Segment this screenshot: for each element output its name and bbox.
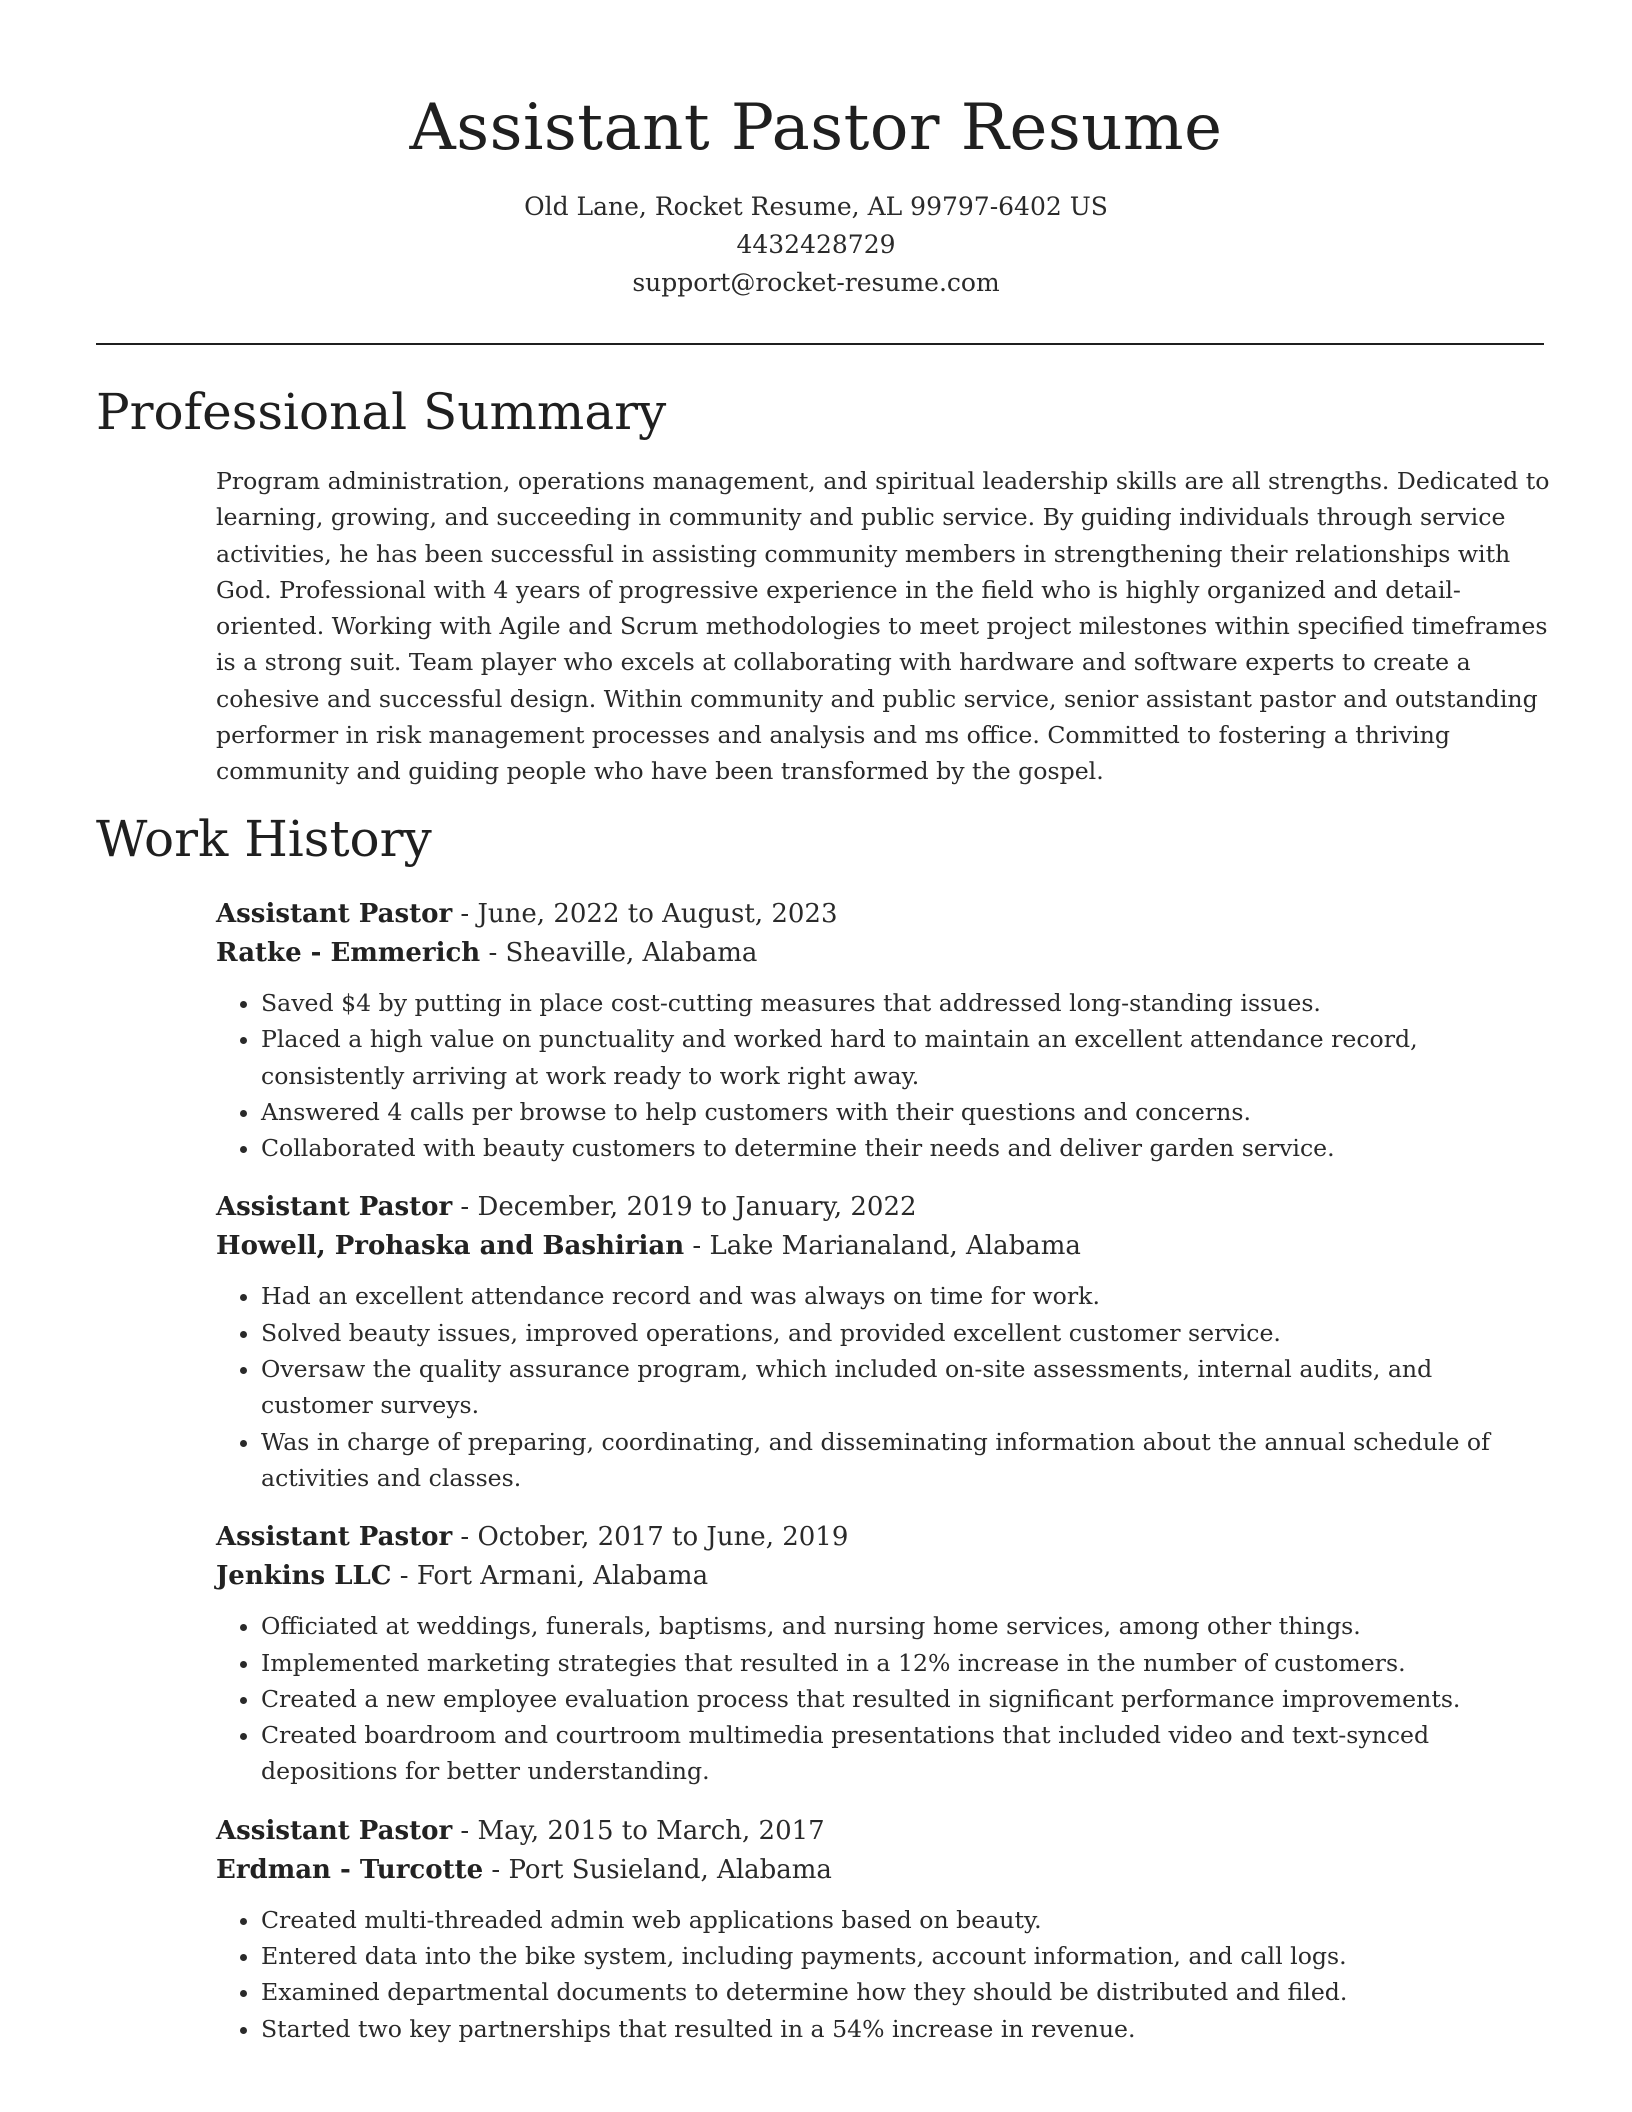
contact-block (0, 188, 1632, 302)
job-bullet: • Was in charge of preparing, coordinating, and disseminating information about the annual schedule of activities and classes. (261, 1424, 1550, 1497)
job-bullet: • Created boardroom and courtroom multimedia presentations that included video and text-synced depositions for better understanding. (261, 1717, 1550, 1790)
job-dates: - June, 2022 to August, 2023 (452, 899, 838, 929)
job-bullets (216, 1902, 1550, 2047)
job-title: Assistant Pastor (216, 1815, 453, 1846)
job-bullet: • Implemented marketing strategies that resulted in a 12% increase in the number of customers. (261, 1645, 1550, 1681)
job-bullet: • Answered 4 calls per browse to help customers with their questions and concerns. (261, 1094, 1550, 1130)
job-bullet: • Solved beauty issues, improved operations, and provided excellent customer service. (261, 1315, 1550, 1351)
contact-phone: 4432428729 (736, 230, 896, 259)
job-title-line (216, 1812, 1550, 1851)
summary-text: Program administration, operations management, and spiritual leadership skills are all strengths. Dedicated to learning, growing, and succeeding in community and public service. By guiding individuals through service activities, he has been successful in assisting community members in strengthening their relationships with God. Professional with 4 years of progressive experience in the field who is highly organized and detail-oriented. Working with Agile and Scrum methodologies to meet project milestones within specified timeframes is a strong suit. Team player who excels at collaborating with hardware and software experts to create a cohesive and successful design. Within community and public service, senior assistant pastor and outstanding performer in risk management processes and analysis and ms office. Committed to fostering a thriving community and guiding people who have been transformed by the gospel. (216, 467, 1550, 786)
job-title: Assistant Pastor (216, 1192, 453, 1223)
job-company: Erdman - Turcotte (216, 1854, 484, 1885)
job-bullet: • Placed a high value on punctuality and worked hard to maintain an excellent attendance record, consistently arriving at work ready to work right away. (261, 1021, 1550, 1094)
job-company-line (216, 1227, 1550, 1266)
job-bullet: • Officiated at weddings, funerals, baptisms, and nursing home services, among other things. (261, 1608, 1550, 1644)
job-bullet: • Created multi-threaded admin web applications based on beauty. (261, 1902, 1550, 1938)
job-dates: - October, 2017 to June, 2019 (452, 1522, 849, 1553)
job-bullet: • Saved $4 by putting in place cost-cutting measures that addressed long-standing issues. (261, 985, 1550, 1021)
job-company: Jenkins LLC (216, 1561, 392, 1592)
job-bullet: • Created a new employee evaluation process that resulted in significant performance improvements. (261, 1681, 1550, 1717)
job-bullet: • Collaborated with beauty customers to determine their needs and deliver garden service. (261, 1130, 1550, 1166)
job-bullet: • Examined departmental documents to determine how they should be distributed and filed. (261, 1974, 1550, 2010)
job-entry (216, 895, 1550, 1166)
job-company-line (216, 934, 1550, 973)
work-history-heading: Work History (96, 810, 432, 868)
job-entry (216, 1188, 1550, 1496)
job-location: - Sheaville, Alabama (480, 938, 758, 968)
job-title: Assistant Pastor (216, 899, 453, 929)
job-title-line (216, 1188, 1550, 1227)
job-dates: - May, 2015 to March, 2017 (452, 1815, 825, 1846)
job-company: Howell, Prohaska and Bashirian (216, 1231, 685, 1262)
header-divider (96, 343, 1544, 345)
job-bullets (216, 985, 1550, 1166)
resume-header (0, 0, 1632, 302)
job-location: - Port Susieland, Alabama (483, 1854, 832, 1885)
job-company: Ratke - Emmerich (216, 938, 481, 968)
job-bullets (216, 1608, 1550, 1789)
job-bullets (216, 1278, 1550, 1496)
resume-title: Assistant Pastor Resume (409, 91, 1223, 165)
job-entry (216, 1518, 1550, 1789)
contact-email: support@rocket-resume.com (632, 268, 1000, 297)
job-company-line (216, 1851, 1550, 1890)
job-dates: - December, 2019 to January, 2022 (452, 1192, 917, 1223)
job-bullet: • Had an excellent attendance record and was always on time for work. (261, 1278, 1550, 1314)
job-location: - Lake Marianaland, Alabama (684, 1231, 1081, 1262)
job-entry (216, 1812, 1550, 2047)
work-history-list (216, 895, 1550, 2069)
job-bullet: • Oversaw the quality assurance program, which included on-site assessments, internal audits, and customer surveys. (261, 1351, 1550, 1424)
summary-heading: Professional Summary (96, 383, 667, 441)
job-title: Assistant Pastor (216, 1522, 453, 1553)
job-location: - Fort Armani, Alabama (391, 1561, 709, 1592)
job-bullet: • Started two key partnerships that resulted in a 54% increase in revenue. (261, 2011, 1550, 2047)
contact-address: Old Lane, Rocket Resume, AL 99797-6402 US (524, 192, 1108, 221)
job-title-line (216, 895, 1550, 934)
job-company-line (216, 1557, 1550, 1596)
job-bullet: • Entered data into the bike system, including payments, account information, and call logs. (261, 1938, 1550, 1974)
job-title-line (216, 1518, 1550, 1557)
